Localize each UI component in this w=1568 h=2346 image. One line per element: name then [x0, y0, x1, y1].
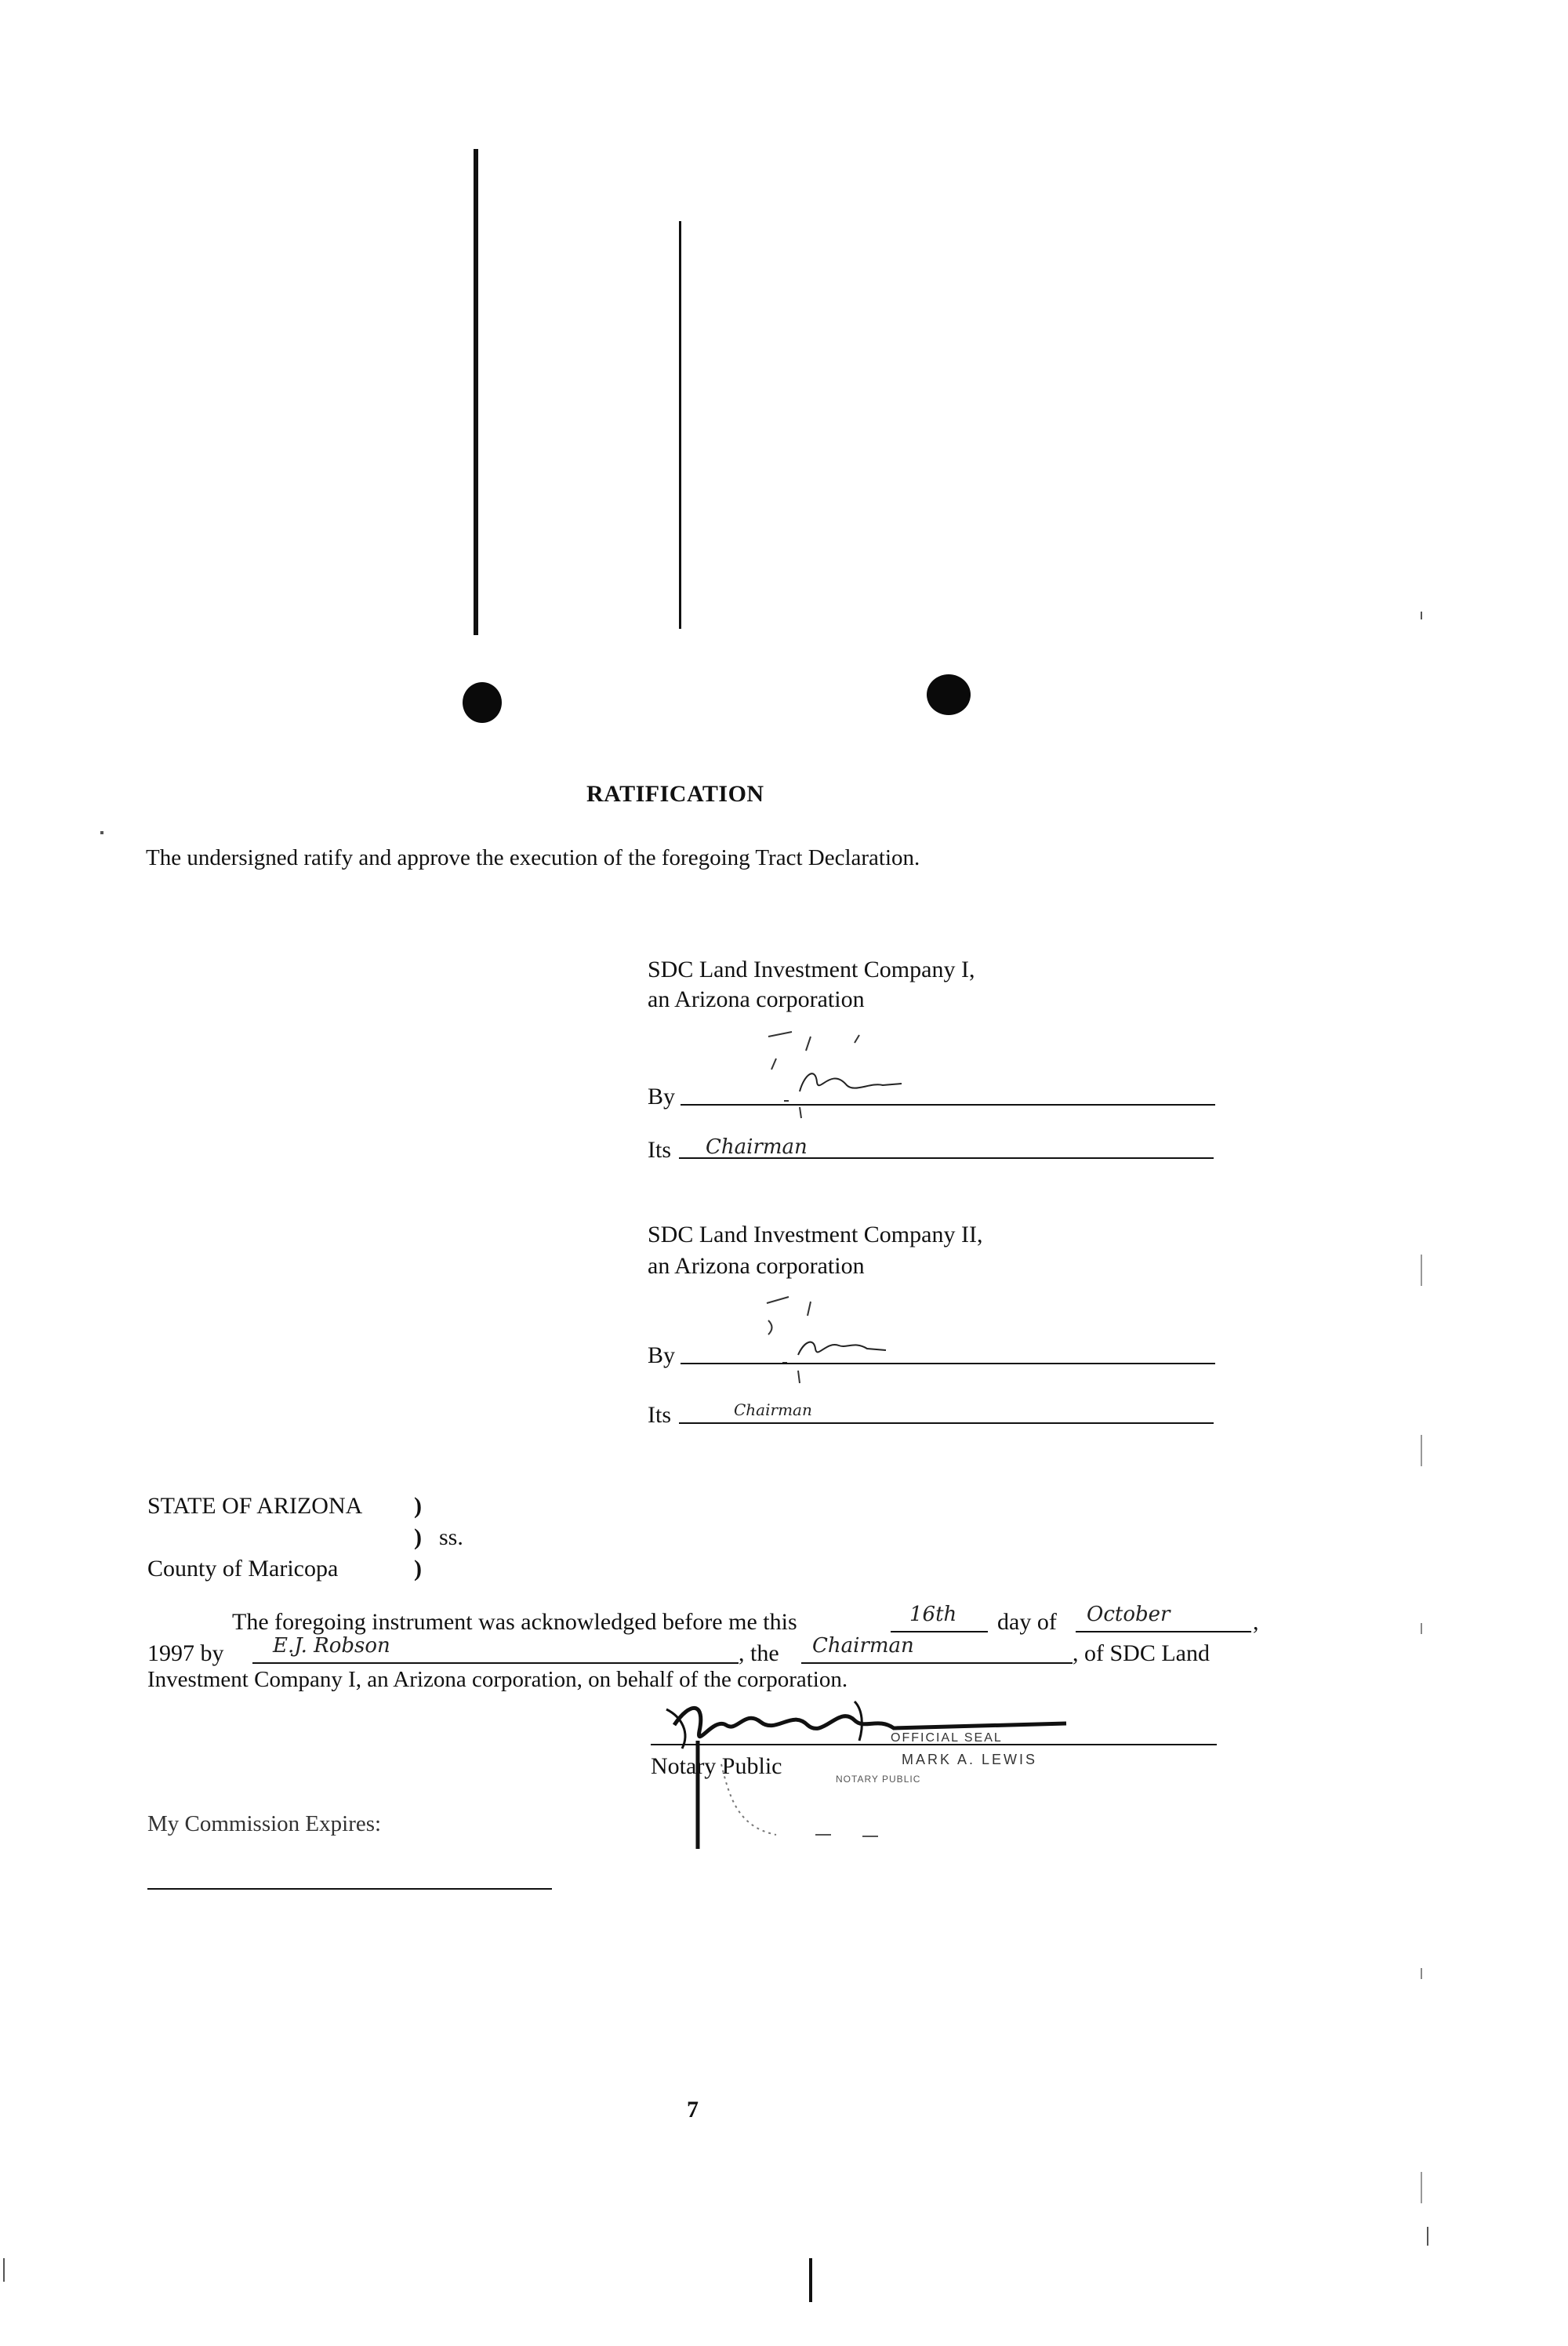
venue-paren-3: ): [414, 1556, 422, 1582]
venue-state: STATE OF ARIZONA: [147, 1493, 363, 1519]
ack-line-1-prefix: The foregoing instrument was acknowledged before me this: [232, 1609, 797, 1635]
its-value-2: Chairman: [734, 1400, 812, 1419]
ack-line-2-mid: , the: [739, 1640, 779, 1666]
its-label-1: Its: [648, 1137, 671, 1163]
scan-speck: [1421, 1435, 1422, 1466]
ack-line-2-suffix: , of SDC Land: [1073, 1640, 1210, 1666]
binder-line-bottom: [809, 2258, 812, 2302]
ack-line-1-mid: day of: [997, 1609, 1057, 1635]
scan-speck: [1427, 2227, 1428, 2246]
venue-ss: ss.: [439, 1524, 463, 1550]
scan-speck: [1421, 1255, 1422, 1286]
its-line-2: [679, 1422, 1214, 1424]
notary-seal: [690, 1733, 1038, 1850]
company-type-1: an Arizona corporation: [648, 986, 865, 1012]
ack-month-line: [1076, 1631, 1251, 1632]
ack-day: 16th: [909, 1603, 957, 1626]
signature-2: [729, 1286, 956, 1400]
scan-speck: [1421, 2172, 1422, 2203]
venue-county: County of Maricopa: [147, 1556, 339, 1582]
its-label-2: Its: [648, 1402, 671, 1428]
punch-hole-left: [463, 682, 502, 723]
company-name-2: SDC Land Investment Company II,: [648, 1222, 983, 1247]
seal-title: OFFICIAL SEAL: [891, 1731, 1003, 1745]
binder-line-right: [679, 221, 681, 629]
commission-label: My Commission Expires:: [147, 1811, 382, 1836]
scan-speck: [1421, 612, 1422, 619]
commission-line: [147, 1888, 552, 1890]
by-label-2: By: [648, 1342, 676, 1368]
by-line-1: [681, 1104, 1215, 1106]
venue-paren-1: ): [414, 1493, 422, 1519]
notary-label: Notary Public: [651, 1753, 782, 1779]
scan-speck: [1421, 1968, 1422, 1979]
company-type-2: an Arizona corporation: [648, 1253, 865, 1279]
ack-line-2-prefix: 1997 by: [147, 1640, 224, 1666]
ack-month: October: [1087, 1603, 1171, 1626]
ack-role: Chairman: [812, 1634, 914, 1658]
seal-line: NOTARY PUBLIC: [836, 1774, 921, 1785]
ratification-statement: The undersigned ratify and approve the execution of the foregoing Tract Declaration.: [146, 845, 920, 870]
company-name-1: SDC Land Investment Company I,: [648, 957, 975, 982]
seal-name: MARK A. LEWIS: [902, 1752, 1038, 1767]
page-number: 7: [687, 2097, 699, 2123]
scan-speck: [3, 2258, 5, 2282]
document-title: RATIFICATION: [586, 781, 764, 807]
punch-hole-right: [927, 674, 971, 715]
ack-comma: ,: [1253, 1609, 1259, 1635]
by-line-2: [681, 1363, 1215, 1364]
ack-line-3: Investment Company I, an Arizona corporation, on behalf of the corporation.: [147, 1667, 848, 1692]
signature-1: [729, 1019, 956, 1133]
venue-paren-2: ): [414, 1524, 422, 1550]
scan-speck: [100, 831, 103, 834]
ack-day-line: [891, 1631, 988, 1632]
binder-line-left: [474, 149, 478, 635]
ack-person-line: [252, 1662, 739, 1664]
ack-person: E.J. Robson: [273, 1634, 390, 1658]
by-label-1: By: [648, 1084, 676, 1109]
scan-speck: [1421, 1623, 1422, 1634]
ack-role-line: [801, 1662, 1073, 1664]
its-value-1: Chairman: [706, 1135, 808, 1159]
